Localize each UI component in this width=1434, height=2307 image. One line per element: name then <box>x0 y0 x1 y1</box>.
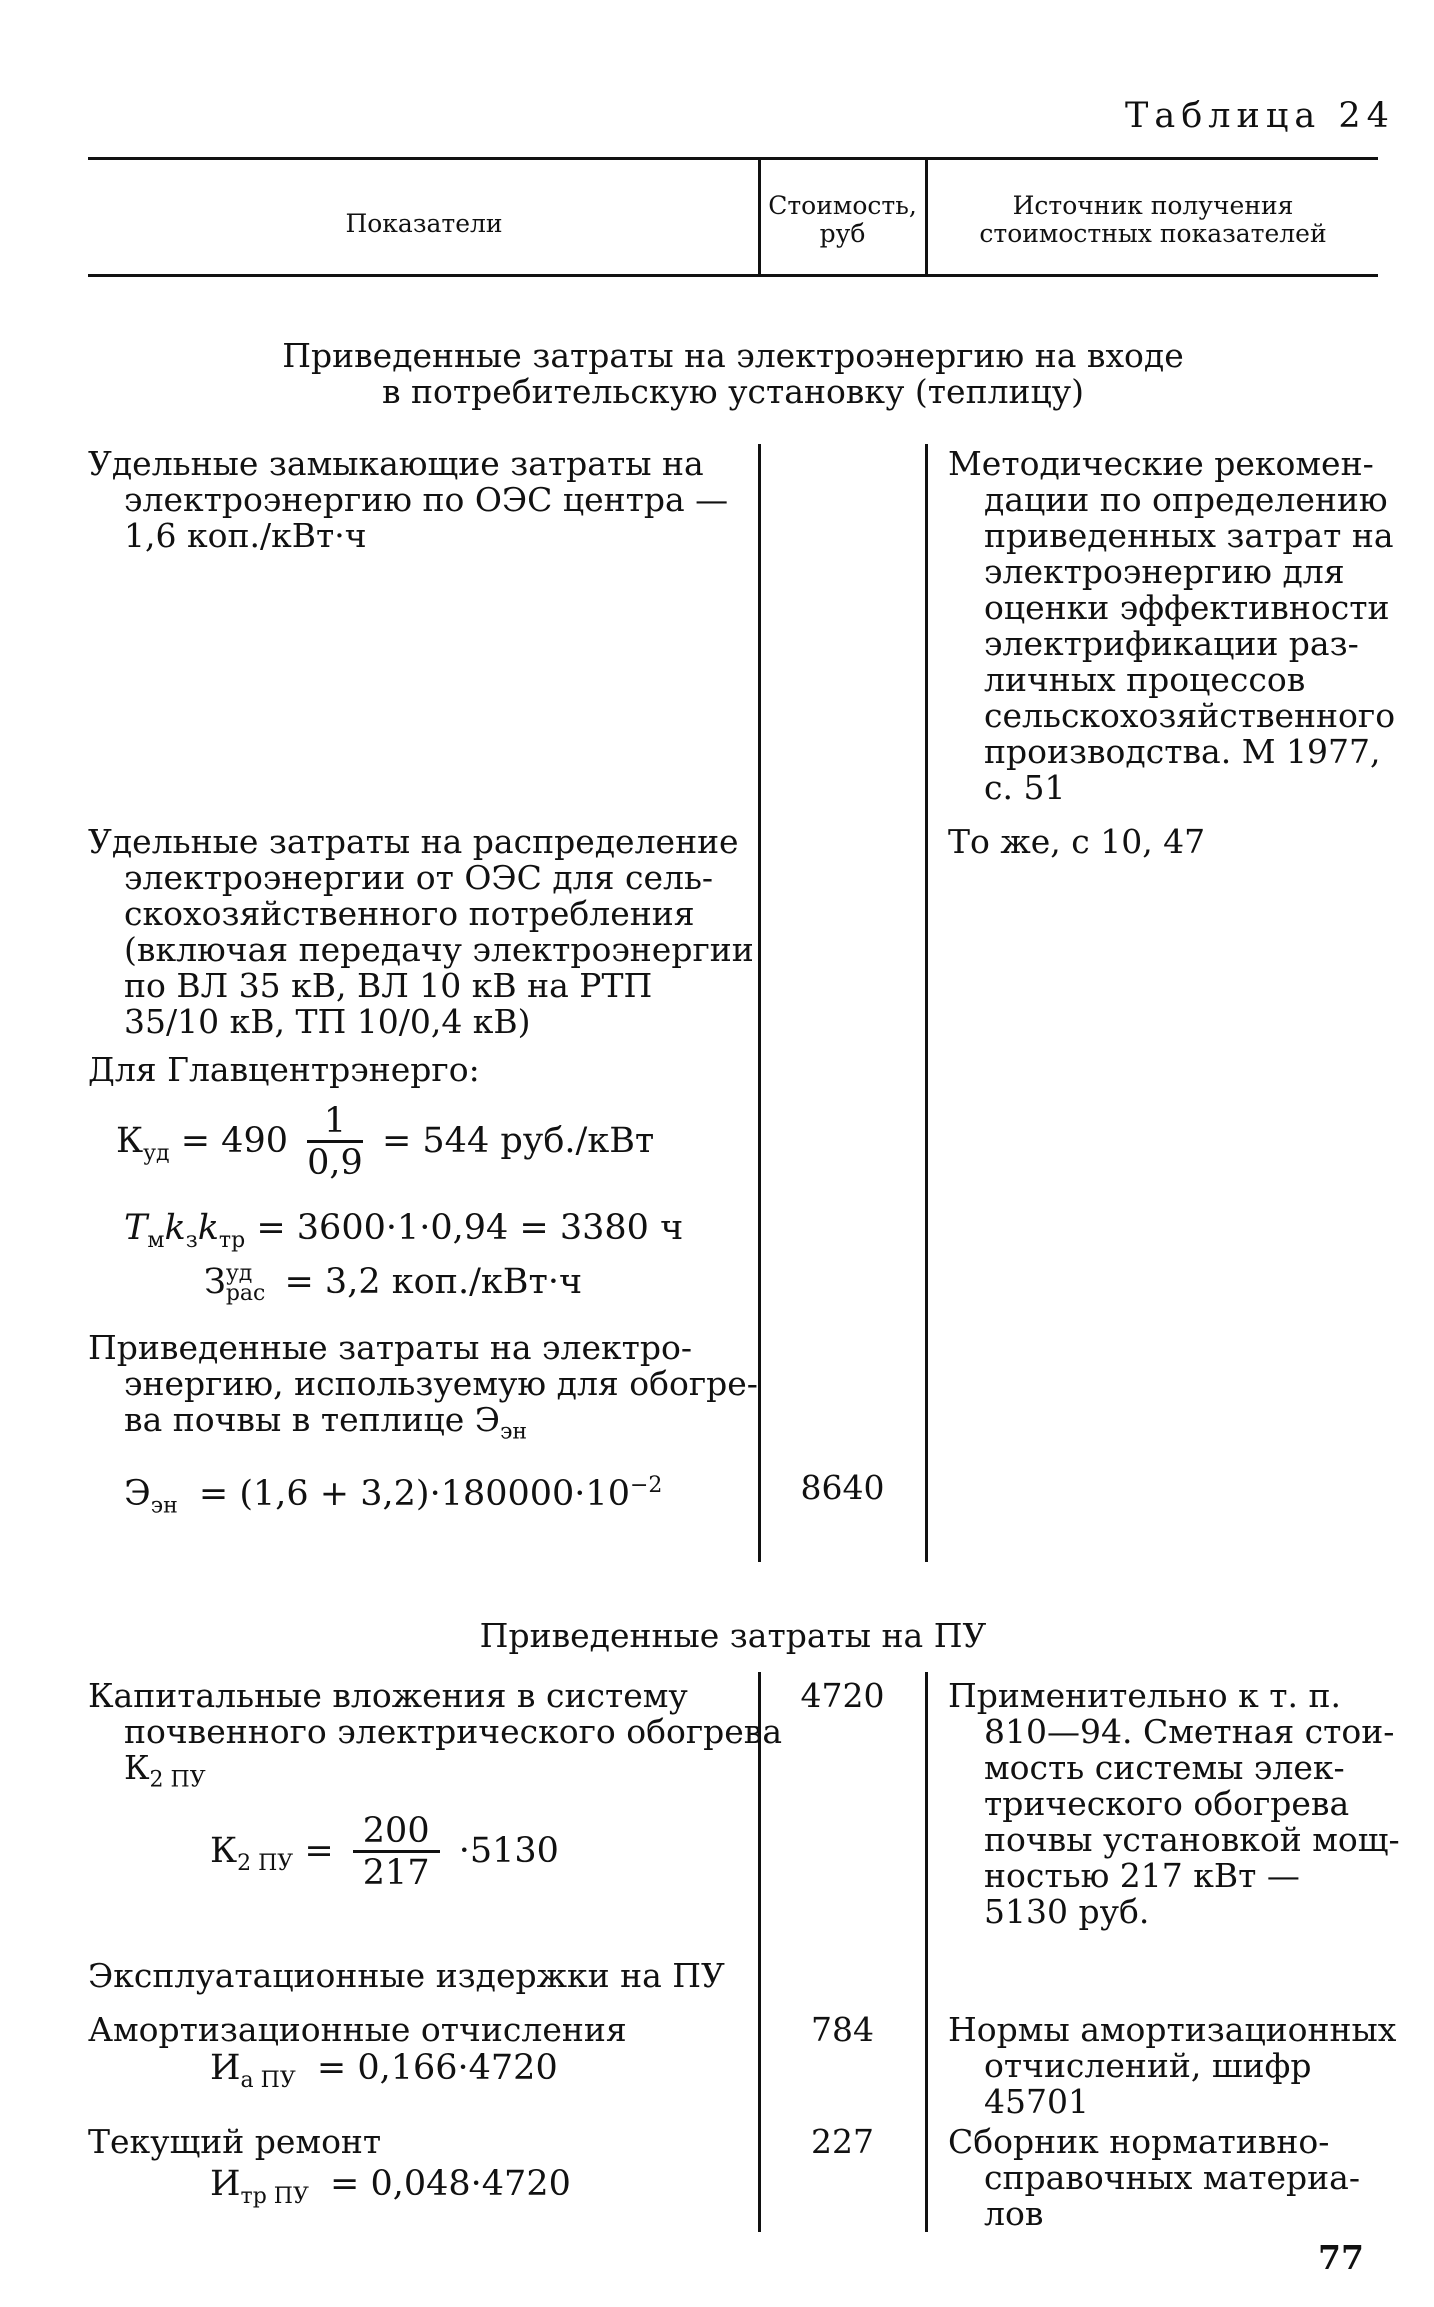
column-header-cost-line2: руб <box>819 219 866 248</box>
formula-hours <box>124 1208 683 1261</box>
formula-part: ·5130 <box>458 1831 559 1871</box>
formula-part: = 0,048·4720 <box>330 2164 571 2204</box>
source-depreciation <box>948 2012 1396 2120</box>
formula-symbol: К <box>124 1748 150 1787</box>
formula-symbol: З <box>204 1262 226 1302</box>
cost-current-repair: 227 <box>811 2122 874 2161</box>
formula-symbol: k <box>164 1208 186 1248</box>
formula-heating-energy <box>124 1466 662 1527</box>
formula-symbol: T <box>124 1208 148 1248</box>
source-current-repair <box>948 2124 1360 2232</box>
formula-subscript: рас <box>225 1280 266 1306</box>
text-line: почвенного электрического обогрева <box>124 1712 783 1751</box>
formula-capital-investment <box>210 1812 559 1893</box>
text-line: Сборник нормативно- <box>948 2122 1330 2161</box>
formula-current-repair <box>210 2164 571 2217</box>
formula-symbol: k <box>197 1208 219 1248</box>
text-line: Применительно к т. п. <box>948 1676 1341 1715</box>
text-line: оценки эффективности <box>984 588 1390 627</box>
section2-heading: Приведенные затраты на ПУ <box>479 1616 987 1655</box>
formula-subscript: уд <box>143 1141 170 1166</box>
item-glavcentrenergo: Для Главцентрэнерго: <box>88 1050 480 1089</box>
fraction <box>353 1812 440 1893</box>
text-line: Удельные замыкающие затраты на <box>88 444 704 483</box>
column-header-source <box>928 192 1378 248</box>
header-bottom-rule <box>88 274 1378 277</box>
column-header-indicators: Показатели <box>345 209 503 238</box>
formula-subscript: тр ПУ <box>240 2184 309 2209</box>
text-line: электроэнергию для <box>984 552 1345 591</box>
formula-specific-capital <box>116 1102 654 1183</box>
item-capital-investment <box>88 1678 782 1799</box>
cost-depreciation: 784 <box>811 2010 874 2049</box>
item-specific-closing-costs <box>88 446 728 554</box>
formula-superscript: уд <box>225 1260 253 1286</box>
text-line: скохозяйственного потребления <box>124 894 695 933</box>
item-operating-expenses: Эксплуатационные издержки на ПУ <box>88 1956 725 1995</box>
item-reduced-costs-heating <box>88 1330 758 1451</box>
table-title: Таблица 24 <box>1125 96 1395 136</box>
text-line <box>88 1402 758 1451</box>
text-line <box>88 1750 782 1799</box>
text-line: Нормы амортизационных <box>948 2010 1397 2049</box>
item-current-repair: Текущий ремонт <box>88 2122 382 2161</box>
text-part: ва почвы в теплице Э <box>124 1400 501 1439</box>
formula-symbol: Э <box>124 1473 151 1514</box>
formula-distribution-cost <box>204 1262 582 1304</box>
formula-subscript: а ПУ <box>240 2068 296 2093</box>
formula-subscript: 2 ПУ <box>237 1851 294 1876</box>
fraction-numerator: 1 <box>307 1102 363 1143</box>
text-line: 810—94. Сметная стои- <box>984 1712 1395 1751</box>
text-line: Удельные затраты на распределение <box>88 822 739 861</box>
formula-part: = 544 руб./кВт <box>381 1121 655 1161</box>
cost-heating-energy: 8640 <box>800 1468 885 1507</box>
formula-part: = 0,166·4720 <box>316 2048 558 2088</box>
text-line: отчислений, шифр <box>984 2046 1312 2085</box>
item-distribution-costs <box>88 824 754 1040</box>
formula-symbol: И <box>210 2048 241 2088</box>
formula-symbol: И <box>210 2164 241 2204</box>
text-line: личных процессов <box>984 660 1306 699</box>
text-line: электрификации раз- <box>984 624 1359 663</box>
fraction-numerator: 200 <box>353 1812 440 1853</box>
text-line: почвы установкой мощ- <box>984 1820 1400 1859</box>
text-line: электроэнергии от ОЭС для сель- <box>124 858 714 897</box>
formula-subscript: эн <box>150 1493 178 1519</box>
formula-symbol: К <box>210 1831 238 1871</box>
source-same: То же, с 10, 47 <box>948 822 1206 861</box>
text-line: 5130 руб. <box>984 1892 1150 1931</box>
text-line: ностью 217 кВт — <box>984 1856 1300 1895</box>
fraction <box>307 1102 363 1183</box>
item-depreciation: Амортизационные отчисления <box>88 2010 627 2049</box>
formula-subscript: 2 ПУ <box>149 1767 206 1793</box>
text-line: 35/10 кВ, ТП 10/0,4 кВ) <box>124 1002 531 1041</box>
text-line: производства. М 1977, <box>984 732 1381 771</box>
formula-part: = 3,2 коп./кВт·ч <box>284 1262 583 1302</box>
formula-subscript: з <box>185 1228 198 1253</box>
text-line: (включая передачу электроэнергии <box>124 930 754 969</box>
formula-subscript: м <box>147 1228 165 1253</box>
text-line: трического обогрева <box>984 1784 1350 1823</box>
section2-divider-2 <box>925 1672 928 2232</box>
formula-symbol: К <box>116 1121 144 1161</box>
section1-heading-line1: Приведенные затраты на электроэнергию на входе <box>282 336 1184 375</box>
text-line: Приведенные затраты на электро- <box>88 1328 693 1367</box>
formula-depreciation <box>210 2048 558 2101</box>
formula-indices <box>225 1260 266 1306</box>
formula-part: = 3600·1·0,94 = 3380 ч <box>256 1208 684 1248</box>
fraction-denominator: 0,9 <box>307 1143 363 1183</box>
formula-superscript: −2 <box>629 1473 663 1498</box>
cost-capital-investment: 4720 <box>800 1676 885 1715</box>
section1-divider-2 <box>925 444 928 1562</box>
formula-part: = (1,6 + 3,2)·180000·10 <box>198 1473 630 1514</box>
fraction-denominator: 217 <box>362 1853 430 1893</box>
text-line: лов <box>984 2194 1044 2233</box>
text-line: 45701 <box>984 2082 1089 2121</box>
text-line: электроэнергию по ОЭС центра — <box>124 480 729 519</box>
text-line: с. 51 <box>984 768 1066 807</box>
text-line: справочных материа- <box>984 2158 1360 2197</box>
section1-divider-1 <box>758 444 761 1562</box>
formula-equals: = <box>304 1831 334 1871</box>
text-line: приведенных затрат на <box>984 516 1394 555</box>
formula-subscript: эн <box>500 1419 528 1445</box>
column-header-cost <box>760 192 925 248</box>
text-line: сельскохозяйственного <box>984 696 1396 735</box>
formula-part: = 490 <box>180 1121 288 1161</box>
text-line: дации по определению <box>984 480 1388 519</box>
section1-heading-line2: в потребительскую установку (теплицу) <box>381 372 1085 411</box>
text-line: мость системы элек- <box>984 1748 1345 1787</box>
page-number: 77 <box>1318 2238 1364 2277</box>
header-top-rule <box>88 157 1378 160</box>
text-line: 1,6 коп./кВт·ч <box>124 516 367 555</box>
text-line: по ВЛ 35 кВ, ВЛ 10 кВ на РТП <box>124 966 653 1005</box>
text-line: Методические рекомен- <box>948 444 1374 483</box>
column-header-source-line2: стоимостных показателей <box>979 219 1327 248</box>
text-line: энергию, используемую для обогре- <box>124 1364 758 1403</box>
source-methodical-recommendations <box>948 446 1395 806</box>
section1-heading <box>88 338 1378 410</box>
column-header-source-line1: Источник получения <box>1012 191 1294 220</box>
column-header-cost-line1: Стоимость, <box>768 191 917 220</box>
formula-subscript: тр <box>218 1228 246 1253</box>
text-line: Капитальные вложения в систему <box>88 1676 688 1715</box>
source-capital-investment <box>948 1678 1400 1930</box>
